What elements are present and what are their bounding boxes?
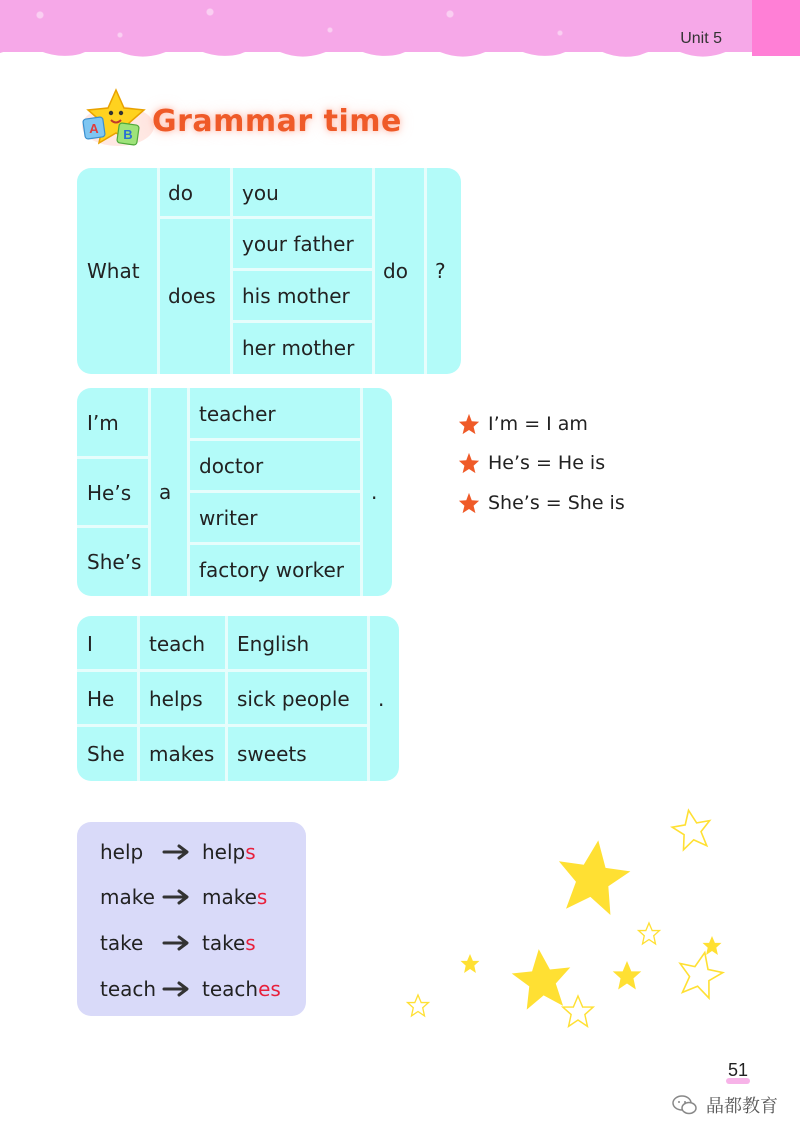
grid-line [189,490,361,493]
verb-form-row [100,920,256,965]
star-icon [461,954,480,973]
cell-what: What [87,259,140,283]
cell-object: English [237,631,310,656]
cell-verb-do: do [383,259,408,283]
star-icon [552,835,634,917]
note-item [458,404,625,444]
cell-does: does [168,284,216,308]
verb-stem: make [202,884,257,909]
contraction-notes [458,404,625,523]
grid-line [225,616,228,781]
note-text: I’m = I am [488,412,588,435]
cell-job: doctor [199,454,264,478]
grid-line [230,168,233,374]
verb-ending: es [258,976,281,1001]
cell-job: teacher [199,402,276,426]
star-icon [458,452,480,474]
cell-subject: He [87,686,115,711]
cell-object: sweets [237,741,307,766]
verb-stem: take [202,930,246,955]
note-item [458,483,625,523]
arrow-right-icon [162,934,192,952]
cell-verb: teach [149,631,206,656]
cell-verb: makes [149,741,215,766]
cell-pronoun: She’s [87,549,142,574]
grid-line [158,216,373,219]
verb-form-row [100,874,267,919]
job-table [77,388,392,596]
grid-line [77,456,149,459]
cell-subject: your father [242,232,354,256]
verb-stem: teach [202,976,259,1001]
grid-line [77,724,368,727]
cell-job: writer [199,506,258,530]
watermark-text: 晶都教育 [706,1096,778,1117]
grid-line [189,542,361,545]
grid-line [77,525,149,528]
verb-stem: help [202,839,246,864]
grid-line [77,669,368,672]
grid-line [424,168,427,374]
star-outline-icon [563,996,593,1026]
grid-line [372,168,375,374]
wechat-icon [672,1094,698,1116]
star-blocks-icon [78,88,158,150]
cell-subject: his mother [242,284,350,308]
verb-third-person [202,931,256,955]
verb-ending: s [245,930,256,955]
cell-period: . [378,686,385,711]
verb-base: take [100,930,144,955]
note-item [458,444,625,484]
verb-third-person [202,977,281,1001]
header-band-tab [752,0,800,56]
section-title: Grammar time [152,104,402,139]
cell-pronoun: I’m [87,411,119,435]
watermark [672,1092,778,1118]
verb-form-row [100,966,281,1011]
unit-label: Unit 5 [680,30,722,47]
cell-job: factory worker [199,558,344,582]
grid-line [137,616,140,781]
cell-article: a [159,480,172,504]
grid-line [367,616,370,781]
cell-pronoun: He’s [87,480,132,505]
verb-base: teach [100,976,157,1001]
verb-third-person [202,840,256,864]
star-icon [509,946,574,1011]
grid-line [148,388,151,596]
note-text: He’s = He is [488,452,606,475]
star-icon [613,961,642,990]
cell-subject: her mother [242,336,355,360]
decorative-stars [400,800,740,1040]
star-outline-icon [670,807,714,851]
star-outline-icon [408,995,429,1016]
cell-you: you [242,181,279,205]
star-outline-icon [639,923,660,944]
verb-form-row [100,829,256,874]
note-text: She’s = She is [488,491,625,514]
cell-object: sick people [237,686,350,711]
question-table [77,168,461,374]
grid-line [189,438,361,441]
arrow-right-icon [162,888,192,906]
action-table [77,616,399,781]
verb-ending: s [256,884,268,909]
grid-line [232,320,373,323]
arrow-right-icon [162,843,192,861]
verb-third-person [202,885,267,909]
cell-subject: She [87,741,125,766]
grid-line [232,268,373,271]
verb-forms-box [77,822,306,1016]
page-number: 51 [728,1060,749,1080]
block-a-icon [83,117,106,140]
cell-question-mark: ? [435,259,446,283]
verb-base: help [100,839,144,864]
block-b-icon [117,123,140,146]
grid-line [157,168,160,374]
cell-do: do [168,181,193,205]
verb-base: make [100,884,155,909]
star-icon [458,492,480,514]
svg-text:B: B [123,127,133,142]
star-icon [458,413,480,435]
cell-verb: helps [149,686,203,711]
arrow-right-icon [162,980,192,998]
cell-period: . [371,480,378,504]
star-outline-icon [674,948,726,1000]
cell-subject: I [87,631,93,656]
verb-ending: s [245,839,256,864]
svg-text:A: A [89,121,99,136]
